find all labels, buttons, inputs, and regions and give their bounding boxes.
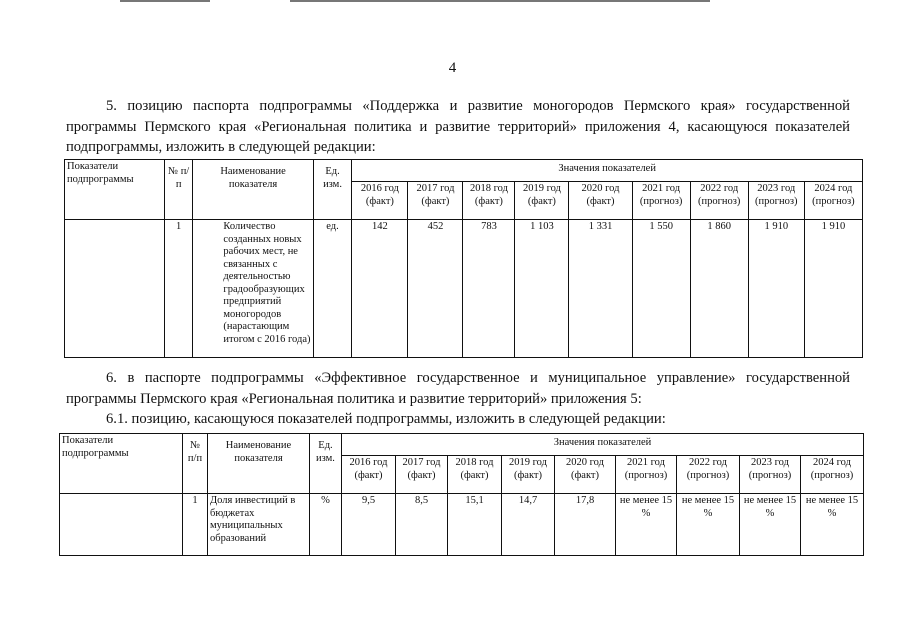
cell-empty <box>60 494 183 556</box>
year-header: 2017 год (факт) <box>396 456 448 494</box>
header-indicators: Показатели подпрограммы <box>60 434 183 494</box>
year-header: 2024 год (прогноз) <box>804 182 862 220</box>
item-5-paragraph: 5. позицию паспорта подпрограммы «Поддержка и развитие моногородов Пермского края» государственной программы Пермского края «Региональная политика и развитие территорий» приложения 4, касающуюся показателей подпрограммы, изложить в следующей редакции: <box>66 98 850 155</box>
cell-value: 1 331 <box>569 220 632 358</box>
cell-value: 1 103 <box>515 220 569 358</box>
cell-empty <box>65 220 165 358</box>
cell-value: 1 910 <box>804 220 862 358</box>
item-6-1-paragraph: 6.1. позицию, касающуюся показателей подпрограммы, изложить в следующей редакции: <box>106 411 666 427</box>
cell-value: не менее 15 % <box>616 494 677 556</box>
indicators-table-1 <box>64 159 863 358</box>
cell-value: не менее 15 % <box>677 494 740 556</box>
item-6-paragraph: 6. в паспорте подпрограммы «Эффективное государственное и муниципальное управление» государственной программы Пермского края «Региональная политика и развитие территорий» приложения 5: <box>66 370 850 407</box>
year-header: 2016 год (факт) <box>342 456 396 494</box>
cell-value: 1 860 <box>690 220 748 358</box>
page-number: 4 <box>448 60 457 76</box>
cell-value: 15,1 <box>448 494 502 556</box>
header-num: № п/п <box>164 160 193 220</box>
year-header: 2020 год (факт) <box>555 456 616 494</box>
cell-value: 142 <box>352 220 408 358</box>
cell-value: 783 <box>463 220 515 358</box>
table-row <box>60 494 864 556</box>
cell-value: 1 550 <box>632 220 690 358</box>
year-header: 2023 год (прогноз) <box>740 456 801 494</box>
cell-value: 9,5 <box>342 494 396 556</box>
year-header: 2018 год (факт) <box>448 456 502 494</box>
year-header: 2021 год (прогноз) <box>632 182 690 220</box>
year-header: 2022 год (прогноз) <box>690 182 748 220</box>
header-name: Наименование показателя <box>193 160 313 220</box>
year-header: 2024 год (прогноз) <box>801 456 864 494</box>
year-header: 2019 год (факт) <box>502 456 555 494</box>
table-row <box>65 220 863 358</box>
scan-artifact <box>120 0 210 2</box>
year-header: 2019 год (факт) <box>515 182 569 220</box>
year-header: 2023 год (прогноз) <box>748 182 804 220</box>
cell-value: 8,5 <box>396 494 448 556</box>
indicators-table-2 <box>59 433 864 556</box>
cell-num: 1 <box>183 494 208 556</box>
header-indicators: Показатели подпрограммы <box>65 160 165 220</box>
cell-value: 14,7 <box>502 494 555 556</box>
cell-value: не менее 15 % <box>801 494 864 556</box>
header-values: Значения показателей <box>342 434 864 456</box>
header-unit: Ед. изм. <box>313 160 352 220</box>
cell-name: Количество созданных новых рабочих мест, не связанных с деятельностью градообразующих предприятий моногородов (нарастающим итогом с 2016 года) <box>193 220 313 358</box>
year-header: 2021 год (прогноз) <box>616 456 677 494</box>
cell-unit: % <box>310 494 342 556</box>
cell-unit: ед. <box>313 220 352 358</box>
year-header: 2018 год (факт) <box>463 182 515 220</box>
cell-value: 17,8 <box>555 494 616 556</box>
header-num: № п/п <box>183 434 208 494</box>
year-header: 2020 год (факт) <box>569 182 632 220</box>
cell-value: 452 <box>408 220 463 358</box>
cell-name: Доля инвестиций в бюджетах муниципальных образований <box>208 494 310 556</box>
year-header: 2022 год (прогноз) <box>677 456 740 494</box>
cell-value: 1 910 <box>748 220 804 358</box>
year-header: 2017 год (факт) <box>408 182 463 220</box>
scan-artifact <box>290 0 710 2</box>
header-values: Значения показателей <box>352 160 863 182</box>
year-header: 2016 год (факт) <box>352 182 408 220</box>
cell-num: 1 <box>164 220 193 358</box>
header-name: Наименование показателя <box>208 434 310 494</box>
cell-value: не менее 15 % <box>740 494 801 556</box>
header-unit: Ед. изм. <box>310 434 342 494</box>
